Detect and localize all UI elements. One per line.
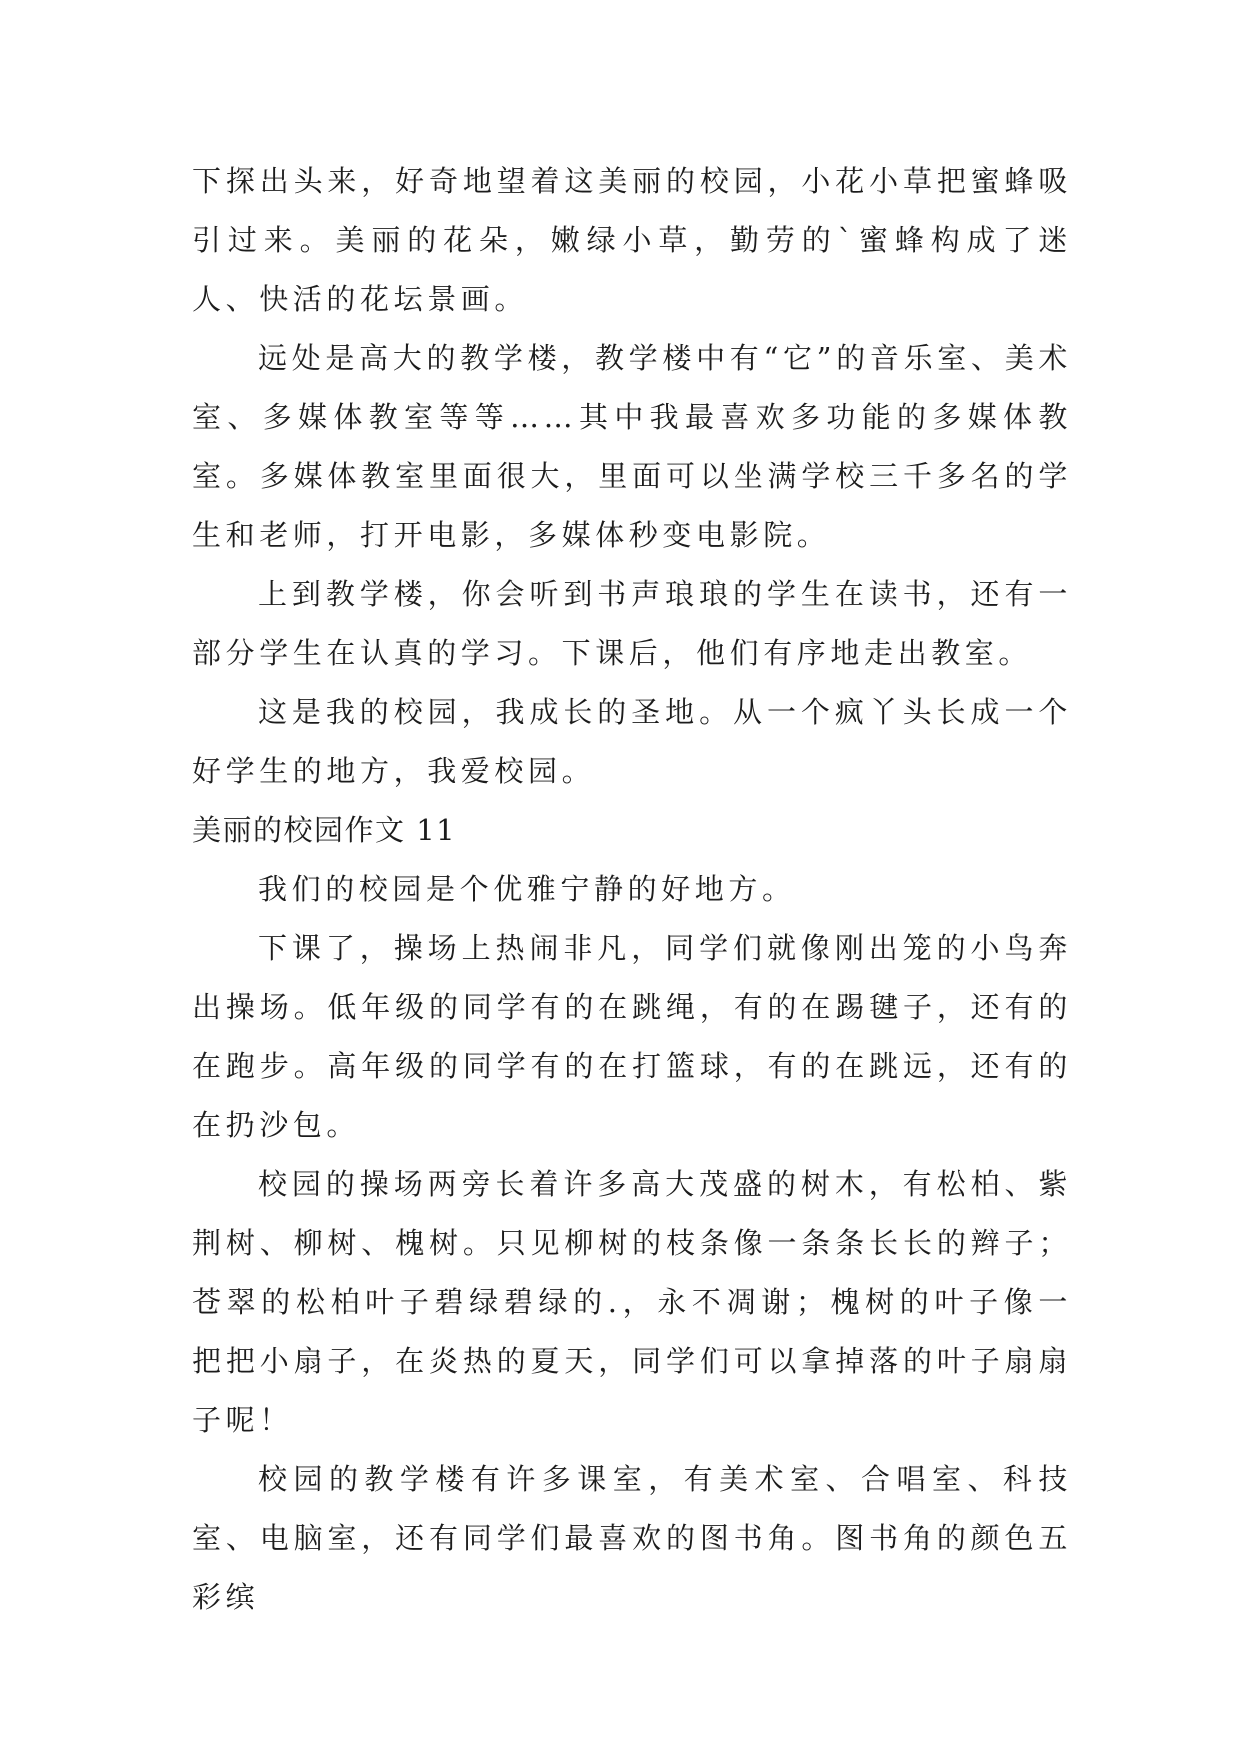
paragraph-playground: 下课了，操场上热闹非凡，同学们就像刚出笼的小鸟奔出操场。低年级的同学有的在跳绳，有的在踢毽子，还有的在跑步。高年级的同学有的在打篮球，有的在跳远，还有的在扔沙包。 [192,931,1072,1142]
paragraph-intro: 我们的校园是个优雅宁静的好地方。 [258,872,796,906]
paragraph-trees: 校园的操场两旁长着许多高大茂盛的树木，有松柏、紫荆树、柳树、槐树。只见柳树的枝条像一条条长长的辫子；苍翠的松柏叶子碧绿碧绿的.，永不凋谢；槐树的叶子像一把把小扇子，在炎热的夏天，同学们可以拿掉落的叶子扇扇子呢！ [192,1167,1072,1437]
paragraph-reading: 上到教学楼，你会听到书声琅琅的学生在读书，还有一部分学生在认真的学习。下课后，他们有序地走出教室。 [192,577,1072,670]
paragraph-teaching-building: 远处是高大的教学楼，教学楼中有“它”的音乐室、美术室、多媒体教室等等……其中我最喜欢多功能的多媒体教室。多媒体教室里面很大，里面可以坐满学校三千多名的学生和老师，打开电影，多媒体秒变电影院。 [192,341,1072,552]
paragraph-classrooms: 校园的教学楼有许多课室，有美术室、合唱室、科技室、电脑室，还有同学们最喜欢的图书角。图书角的颜色五彩缤 [192,1462,1072,1614]
document-body [192,152,1072,1627]
paragraph-flower-bed: 下探出头来，好奇地望着这美丽的校园，小花小草把蜜蜂吸引过来。美丽的花朵，嫩绿小草，勤劳的`蜜蜂构成了迷人、快活的花坛景画。 [192,164,1072,316]
section-heading: 美丽的校园作文 11 [192,813,457,847]
paragraph-conclusion: 这是我的校园，我成长的圣地。从一个疯丫头长成一个好学生的地方，我爱校园。 [192,695,1072,788]
